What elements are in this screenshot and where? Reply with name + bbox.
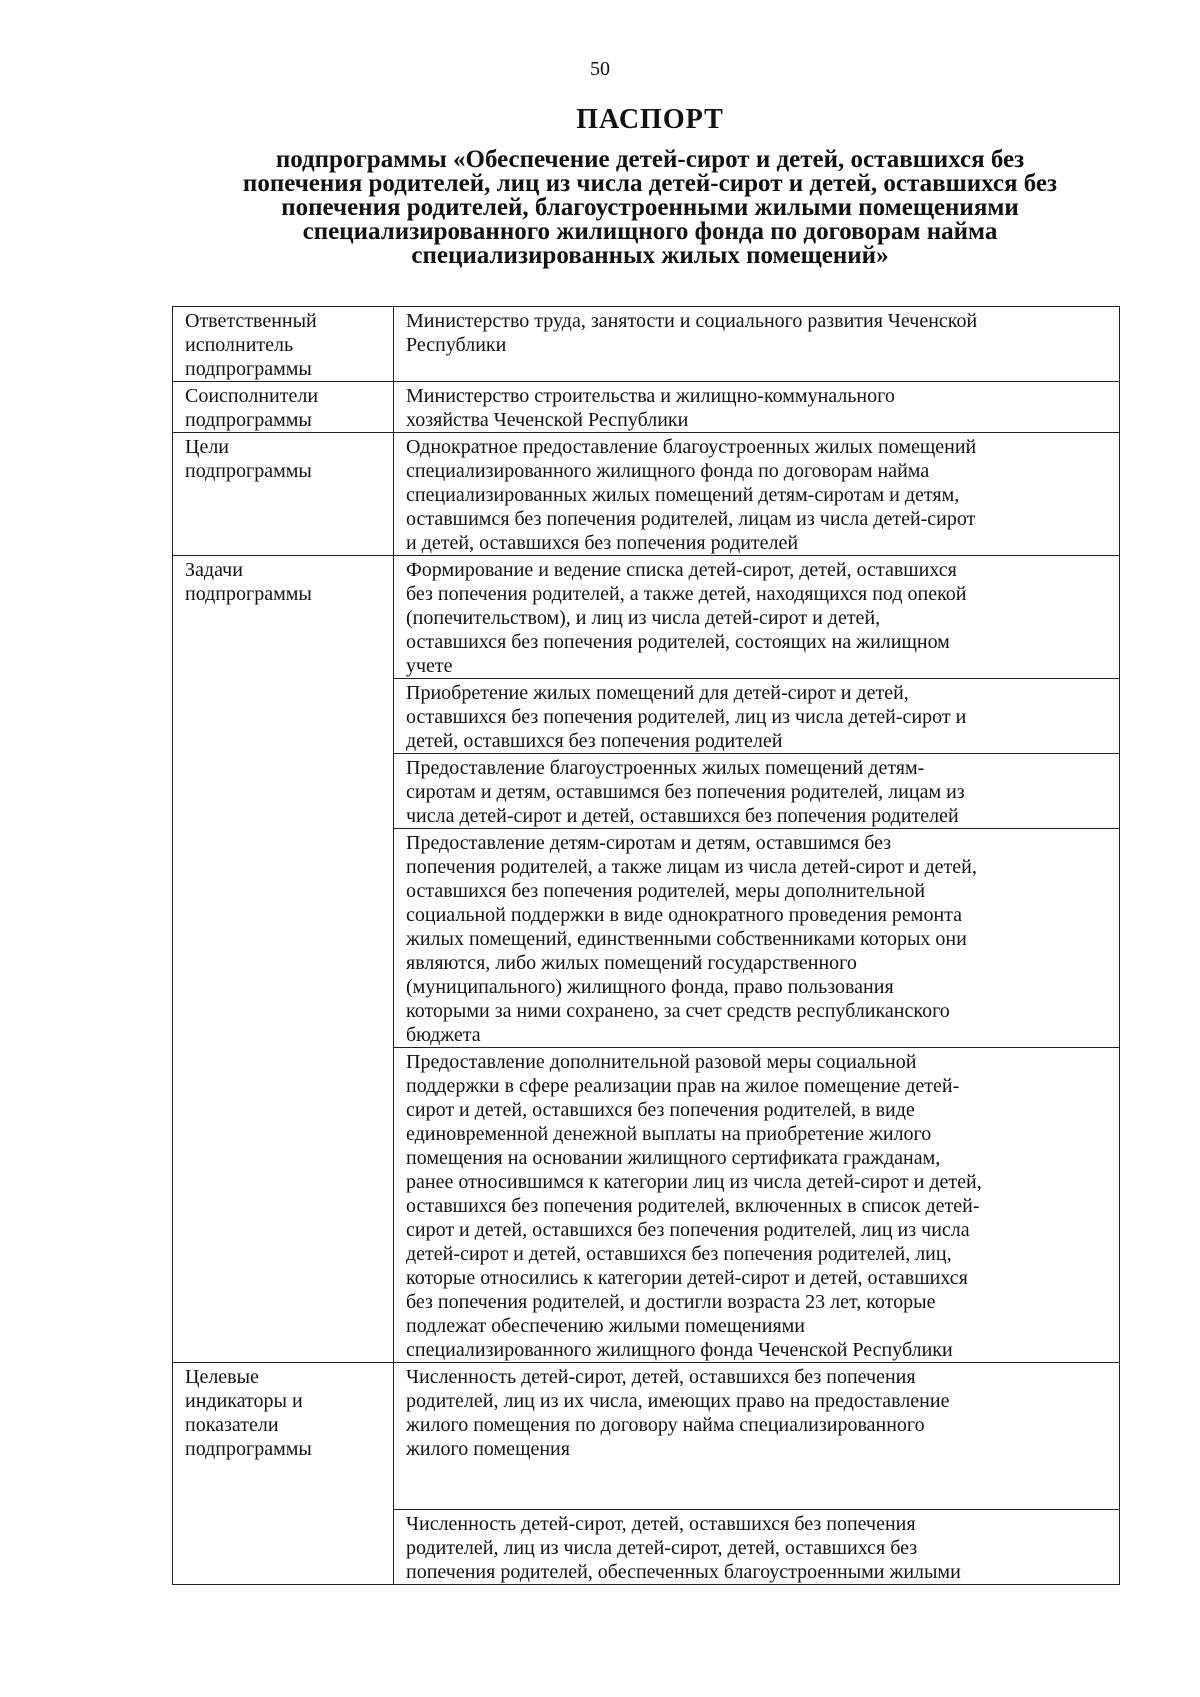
row-value-task-4 <box>394 829 1120 1048</box>
row-value-task-2 <box>394 679 1120 754</box>
text-line: Предоставление благоустроенных жилых помещений детям- <box>406 757 925 779</box>
text-line: подпрограммы <box>185 1438 312 1460</box>
text-line: Однократное предоставление благоустроенных жилых помещений <box>406 436 977 458</box>
table-row <box>173 1363 1120 1510</box>
row-label-co-executors <box>173 382 394 433</box>
text-line: без попечения родителей, и достигли возраста 23 лет, которые <box>406 1291 936 1313</box>
subtitle-line: попечения родителей, лиц из числа детей-сирот и детей, оставшихся без <box>242 170 1058 197</box>
text-line: жилого помещения по договору найма специализированного <box>406 1414 925 1436</box>
text-line: индикаторы и <box>185 1390 303 1412</box>
text-line: ранее относившимся к категории лиц из числа детей-сирот и детей, <box>406 1171 982 1193</box>
text-line: Республики <box>406 334 507 356</box>
text-line: Предоставление детям-сиротам и детям, оставшимся без <box>406 832 892 854</box>
row-label-responsible-executor <box>173 307 394 382</box>
text-line: Формирование и ведение списка детей-сирот, детей, оставшихся <box>406 559 957 581</box>
subtitle-line: специализированных жилых помещений» <box>411 242 889 269</box>
text-line: которые относились к категории детей-сирот и детей, оставшихся <box>406 1267 968 1289</box>
text-line: помещения на основании жилищного сертификата гражданам, <box>406 1147 941 1169</box>
row-value-task-5 <box>394 1048 1120 1363</box>
text-line: Приобретение жилых помещений для детей-сирот и детей, <box>406 682 909 704</box>
text-line: родителей, лиц из числа детей-сирот, детей, оставшихся без <box>406 1537 918 1559</box>
text-line: оставшимся без попечения родителей, лицам из числа детей-сирот <box>406 508 976 530</box>
text-line: поддержки в сфере реализации прав на жилое помещение детей- <box>406 1075 960 1097</box>
text-line: оставшихся без попечения родителей, меры дополнительной <box>406 880 926 902</box>
text-line: Ответственный <box>185 310 317 332</box>
table-row <box>173 556 1120 679</box>
subtitle-line: попечения родителей, благоустроенными жилыми помещениями <box>281 194 1019 221</box>
passport-table <box>172 306 1120 1585</box>
table-row <box>173 433 1120 556</box>
text-line: попечения родителей, а также лицам из числа детей-сирот и детей, <box>406 856 977 878</box>
subtitle-line: подпрограммы «Обеспечение детей-сирот и детей, оставшихся без <box>275 146 1025 173</box>
text-line: (муниципального) жилищного фонда, право пользования <box>406 976 894 998</box>
table-row <box>173 307 1120 382</box>
text-line: являются, либо жилых помещений государственного <box>406 952 857 974</box>
text-line: сирот и детей, оставшихся без попечения родителей, в виде <box>406 1099 915 1121</box>
text-line: (попечительством), и лиц из числа детей-сирот и детей, <box>406 607 881 629</box>
text-line: подлежат обеспечению жилыми помещениями <box>406 1315 806 1337</box>
text-line: сиротам и детям, оставшимся без попечения родителей, лицам из <box>406 781 965 803</box>
row-label-indicators <box>173 1363 394 1585</box>
text-line: показатели <box>185 1414 279 1436</box>
text-line: подпрограммы <box>185 409 312 431</box>
row-value-indicator-2 <box>394 1510 1120 1585</box>
text-line: жилого помещения <box>406 1438 570 1460</box>
text-line: Предоставление дополнительной разовой меры социальной <box>406 1051 917 1073</box>
row-value-goals <box>394 433 1120 556</box>
text-line: числа детей-сирот и детей, оставшихся без попечения родителей <box>406 805 959 827</box>
text-line: Министерство строительства и жилищно-коммунального <box>406 385 895 407</box>
text-line: специализированного жилищного фонда Чеченской Республики <box>406 1339 953 1361</box>
subtitle-line: специализированного жилищного фонда по договорам найма <box>302 218 998 245</box>
cell-spacer <box>406 1461 1107 1485</box>
text-line: детей, оставшихся без попечения родителей <box>406 730 783 752</box>
text-line: подпрограммы <box>185 460 312 482</box>
text-line: единовременной денежной выплаты на приобретение жилого <box>406 1123 932 1145</box>
text-line: специализированных жилых помещений детям-сиротам и детям, <box>406 484 960 506</box>
text-line: учете <box>406 655 453 677</box>
row-value-responsible-executor <box>394 307 1120 382</box>
text-line: Численность детей-сирот, детей, оставшихся без попечения <box>406 1513 916 1535</box>
text-line: жилых помещений, единственными собственниками которых они <box>406 928 967 950</box>
text-line: бюджета <box>406 1024 481 1046</box>
row-value-task-3 <box>394 754 1120 829</box>
text-line: социальной поддержки в виде однократного проведения ремонта <box>406 904 963 926</box>
document-subtitle <box>175 148 1125 268</box>
text-line: и детей, оставшихся без попечения родителей <box>406 532 799 554</box>
text-line: Целевые <box>185 1366 259 1388</box>
text-line: Соисполнители <box>185 385 319 407</box>
row-value-indicator-1 <box>394 1363 1120 1510</box>
text-line: оставшихся без попечения родителей, лиц из числа детей-сирот и <box>406 706 967 728</box>
text-line: хозяйства Чеченской Республики <box>406 409 689 431</box>
text-line: попечения родителей, обеспеченных благоустроенными жилыми <box>406 1561 961 1583</box>
text-line: Численность детей-сирот, детей, оставшихся без попечения <box>406 1366 916 1388</box>
text-line: специализированного жилищного фонда по договорам найма <box>406 460 930 482</box>
text-line: детей-сирот и детей, оставшихся без попечения родителей, лиц, <box>406 1243 952 1265</box>
text-line: подпрограммы <box>185 358 312 380</box>
text-line: без попечения родителей, а также детей, находящихся под опекой <box>406 583 967 605</box>
row-value-task-1 <box>394 556 1120 679</box>
text-line: исполнитель <box>185 334 294 356</box>
text-line: Министерство труда, занятости и социального развития Чеченской <box>406 310 978 332</box>
text-line: Цели <box>185 436 230 458</box>
text-line: подпрограммы <box>185 583 312 605</box>
row-label-goals <box>173 433 394 556</box>
text-line: сирот и детей, оставшихся без попечения родителей, лиц из числа <box>406 1219 970 1241</box>
cell-spacer <box>406 1485 1107 1509</box>
text-line: родителей, лиц из их числа, имеющих право на предоставление <box>406 1390 950 1412</box>
text-line: оставшихся без попечения родителей, состоящих на жилищном <box>406 631 950 653</box>
document-title: ПАСПОРТ <box>576 104 724 135</box>
text-line: Задачи <box>185 559 243 581</box>
row-label-tasks <box>173 556 394 1363</box>
text-line: которыми за ними сохранено, за счет средств республиканского <box>406 1000 950 1022</box>
table-row <box>173 382 1120 433</box>
page-number: 50 <box>590 58 610 80</box>
row-value-co-executors <box>394 382 1120 433</box>
text-line: оставшихся без попечения родителей, включенных в список детей- <box>406 1195 980 1217</box>
